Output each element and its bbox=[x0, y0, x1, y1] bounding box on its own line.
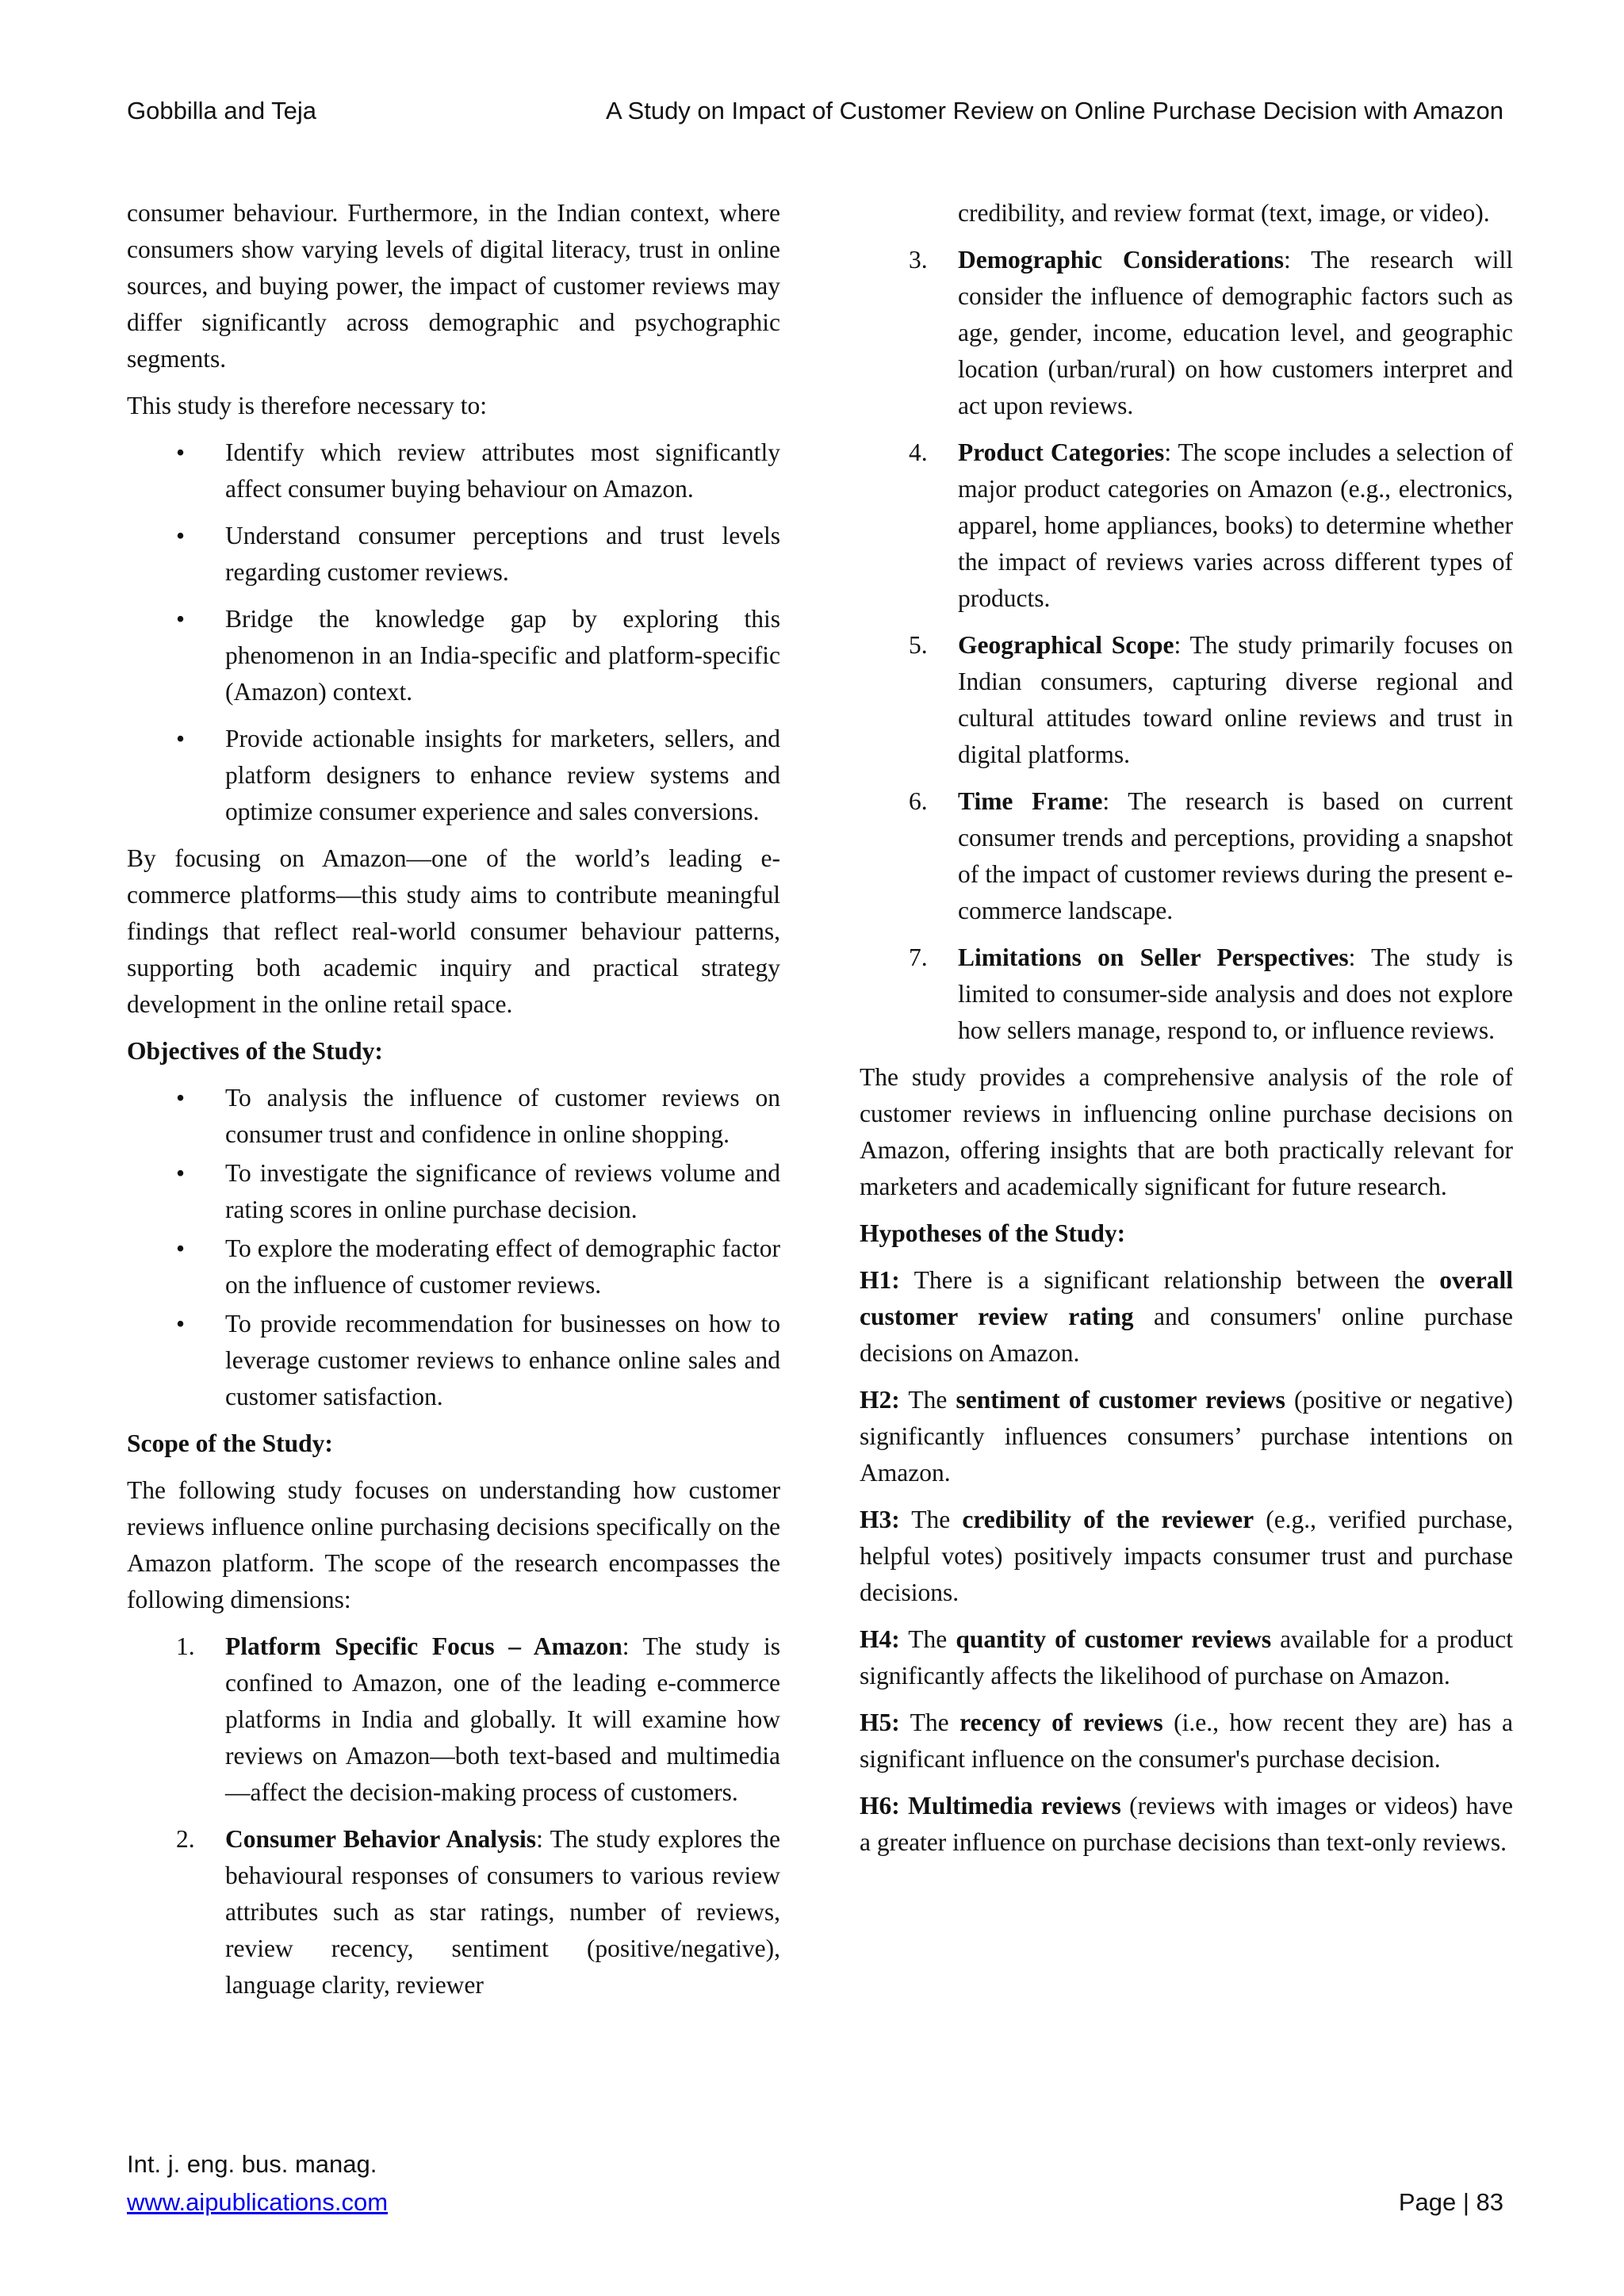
list-item: 7. Limitations on Seller Perspectives: The study is limited to consumer-side analysis and does not explore how sellers manage, respond to, or influence reviews. bbox=[909, 943, 1513, 1044]
left-column bbox=[127, 195, 780, 2014]
list-item: 3. Demographic Considerations: The research will consider the influence of demographic factors such as age, gender, income, education level, and geographic location (urban/rural) on how customers interpret and act upon reviews. bbox=[909, 246, 1513, 419]
paragraph: This study is therefore necessary to: bbox=[127, 392, 487, 419]
header-authors: Gobbilla and Teja bbox=[127, 97, 316, 124]
bullet-icon: • bbox=[176, 438, 186, 466]
list-item: • Understand consumer perceptions and trust levels regarding customer reviews. bbox=[127, 518, 780, 591]
list-item: • To investigate the significance of reviews volume and rating scores in online purchase decision. bbox=[127, 1155, 780, 1228]
list-item: • Provide actionable insights for marketers, sellers, and platform designers to enhance review systems and optimize consumer experience and sales conversions. bbox=[127, 721, 780, 830]
hypothesis-h5: H5: The recency of reviews (i.e., how recent they are) has a significant influence on the consumer's purchase decision. bbox=[860, 1709, 1513, 1773]
list-item: • To explore the moderating effect of demographic factor on the influence of customer reviews. bbox=[127, 1230, 780, 1303]
bullet-icon: • bbox=[176, 605, 186, 633]
list-item: 5. Geographical Scope: The study primarily focuses on Indian consumers, capturing diverse regional and cultural attitudes toward online reviews and trust in digital platforms. bbox=[909, 631, 1513, 768]
hypothesis-h3: H3: The credibility of the reviewer (e.g., verified purchase, helpful votes) positively impacts consumer trust and purchase decisions. bbox=[860, 1506, 1513, 1606]
bullet-icon: • bbox=[176, 1159, 186, 1187]
section-heading-objectives: Objectives of the Study: bbox=[127, 1037, 383, 1065]
page-number: Page | 83 bbox=[1398, 2188, 1503, 2216]
paragraph: consumer behaviour. Furthermore, in the Indian context, where consumers show varying levels of digital literacy, trust in online sources, and buying power, the impact of customer reviews may differ significantly across demographic and psychographic segments. bbox=[127, 199, 780, 373]
list-item: 4. Product Categories: The scope includes a selection of major product categories on Amazon (e.g., electronics, apparel, home appliances, books) to determine whether the impact of reviews varies across different types of products. bbox=[909, 438, 1514, 612]
list-item: • To provide recommendation for businesses on how to leverage customer reviews to enhance online sales and customer satisfaction. bbox=[127, 1306, 780, 1415]
objectives-list bbox=[127, 1080, 780, 1415]
list-item: 2. Consumer Behavior Analysis: The study explores the behavioural responses of consumers to various review attributes such as star ratings, number of reviews, review recency, sentiment (positive/negative), language clarity, reviewer bbox=[176, 1825, 780, 1999]
section-heading-scope: Scope of the Study: bbox=[127, 1429, 333, 1457]
scope-list-continued bbox=[860, 242, 1513, 1049]
hypothesis-h4: H4: The quantity of customer reviews available for a product significantly affects the likelihood of purchase on Amazon. bbox=[860, 1625, 1514, 1689]
bullet-icon: • bbox=[176, 522, 186, 549]
footer-website-link[interactable]: www.aipublications.com bbox=[127, 2188, 389, 2216]
bullet-icon: • bbox=[176, 1234, 186, 1262]
hypothesis-h6: H6: Multimedia reviews (reviews with images or videos) have a greater influence on purchase decisions than text-only reviews. bbox=[860, 1792, 1513, 1856]
section-heading-hypotheses: Hypotheses of the Study: bbox=[860, 1219, 1126, 1247]
right-column bbox=[860, 195, 1513, 1871]
list-item: 1. Platform Specific Focus – Amazon: The study is confined to Amazon, one of the leading e-commerce platforms in India and globally. It will examine how reviews on Amazon—both text-based and multimedia—affect the decision-making process of customers. bbox=[176, 1632, 780, 1806]
bullet-icon: • bbox=[176, 725, 186, 752]
bullet-icon: • bbox=[176, 1310, 186, 1337]
running-header bbox=[127, 97, 1503, 132]
list-item: • Bridge the knowledge gap by exploring this phenomenon in an India-specific and platform-specific (Amazon) context. bbox=[127, 601, 780, 710]
paragraph: The study provides a comprehensive analysis of the role of customer reviews in influencing online purchase decisions on Amazon, offering insights that are both practically relevant for marketers and academically significant for future research. bbox=[860, 1063, 1513, 1200]
scope-list bbox=[127, 1628, 780, 2003]
list-item: 6. Time Frame: The research is based on current consumer trends and perceptions, providing a snapshot of the impact of customer reviews during the present e-commerce landscape. bbox=[909, 787, 1513, 924]
bullet-icon: • bbox=[176, 1084, 186, 1112]
footer-journal: Int. j. eng. bus. manag. bbox=[127, 2150, 377, 2178]
list-continuation: credibility, and review format (text, image, or video). bbox=[958, 199, 1490, 227]
header-title: A Study on Impact of Customer Review on Online Purchase Decision with Amazon bbox=[605, 97, 1503, 124]
hypothesis-h2: H2: The sentiment of customer reviews (positive or negative) significantly influences consumers’ purchase intentions on Amazon. bbox=[860, 1386, 1513, 1487]
hypothesis-h1: H1: There is a significant relationship between the overall customer review rating and consumers' online purchase decisions on Amazon. bbox=[860, 1266, 1513, 1367]
paragraph: The following study focuses on understanding how customer reviews influence online purchasing decisions specifically on the Amazon platform. The scope of the research encompasses the following dimensions: bbox=[127, 1476, 780, 1613]
paragraph: By focusing on Amazon—one of the world’s leading e-commerce platforms—this study aims to contribute meaningful findings that reflect real-world consumer behaviour patterns, supporting both academic inquiry and practical strategy development in the online retail space. bbox=[127, 844, 780, 1018]
list-item: • Identify which review attributes most significantly affect consumer buying behaviour on Amazon. bbox=[127, 434, 780, 507]
list-item: • To analysis the influence of customer reviews on consumer trust and confidence in online shopping. bbox=[127, 1080, 780, 1153]
necessity-list bbox=[127, 434, 780, 830]
